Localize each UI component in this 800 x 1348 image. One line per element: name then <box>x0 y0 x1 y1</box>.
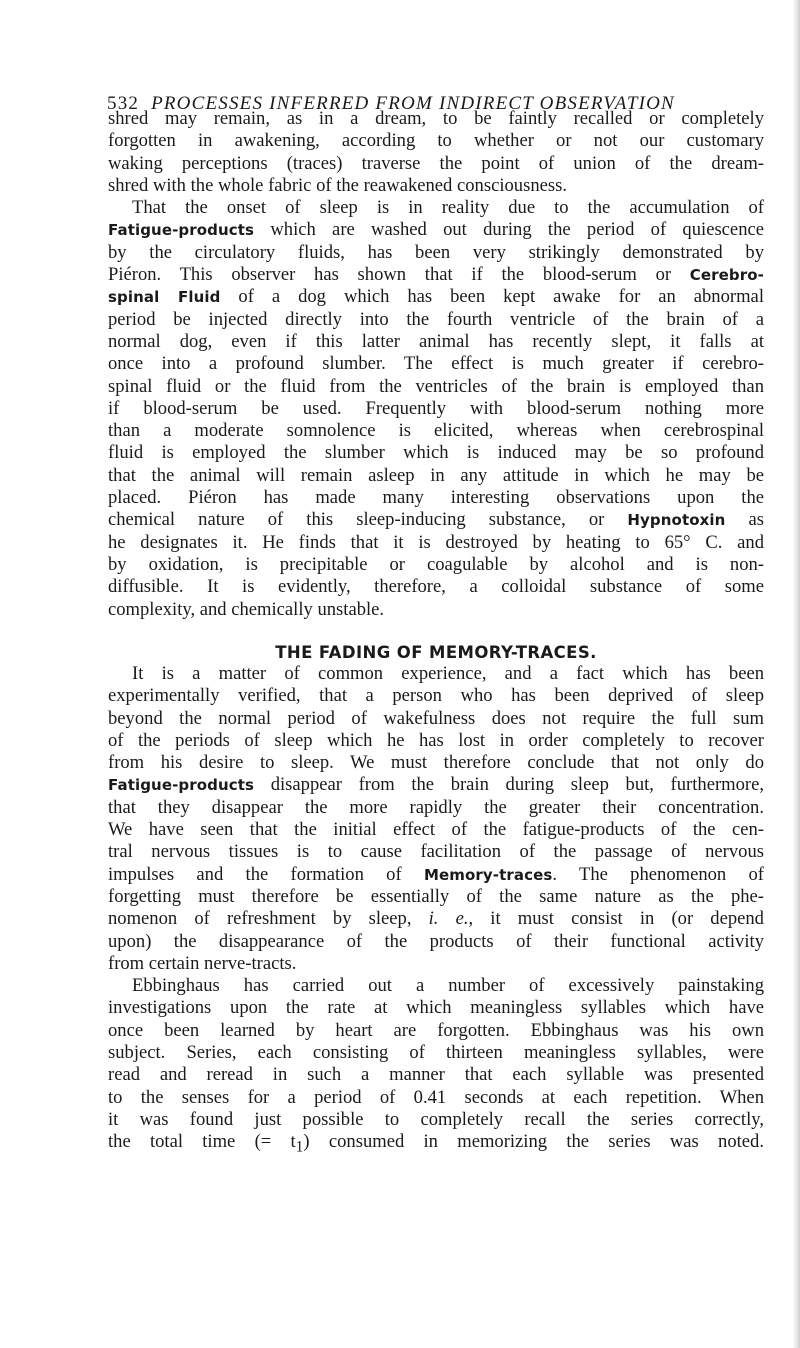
text-line: the total time (= $t_1$) consumed in memorizing the series was noted. <box>108 1131 765 1156</box>
text-line: once been learned by heart are forgotten. Ebbinghaus was his own <box>108 1019 764 1041</box>
text-line: spinal Fluid of a dog which has been kept awake for an abnormal <box>108 286 764 308</box>
text-line: he designates it. He finds that it is destroyed by heating to 65° C. and <box>108 531 764 553</box>
text-line: from certain nerve-tracts. <box>108 952 297 974</box>
text-line: chemical nature of this sleep-inducing substance, or Hypnotoxin as <box>108 509 764 531</box>
text-line: Fatigue-products disappear from the brain during sleep but, furthermore, <box>108 774 764 796</box>
page-edge-shadow <box>793 0 800 1348</box>
text-line: normal dog, even if this latter animal has recently slept, it falls at <box>108 330 764 352</box>
text-line: diffusible. It is evidently, therefore, a colloidal substance of some <box>108 576 764 598</box>
term-fatigue-products: Fatigue-products <box>108 776 255 795</box>
text-line: Piéron. This observer has shown that if the blood-serum or Cerebro- <box>108 264 764 286</box>
text-line: once into a profound slumber. The effect is much greater if cerebro- <box>108 353 764 375</box>
text-line: by the circulatory fluids, has been very strikingly demonstrated by <box>108 241 764 263</box>
text-line: it was found just possible to completely recall the series correctly, <box>108 1108 764 1130</box>
text-line: forgotten in awakening, according to whether or not our customary <box>108 130 764 152</box>
text-line: placed. Piéron has made many interesting observations upon the <box>108 487 764 509</box>
text-line: shred may remain, as in a dream, to be faintly recalled or completely <box>108 108 764 129</box>
text-line: spinal fluid or the fluid from the ventricles of the brain is employed than <box>108 375 764 397</box>
term-fatigue-products: Fatigue-products <box>108 221 255 240</box>
running-title: PROCESSES INFERRED FROM INDIRECT OBSERVATION <box>151 93 675 114</box>
text-line: Ebbinghaus has carried out a number of excessively painstaking <box>132 975 764 997</box>
text-line: waking perceptions (traces) traverse the point of union of the dream- <box>108 152 764 174</box>
text-line: by oxidation, is precipitable or coagulable by alcohol and is non- <box>108 553 764 575</box>
term-cerebro-spinal-fluid: spinal Fluid <box>108 288 221 307</box>
paragraph-block-memory-traces <box>108 663 764 1154</box>
italic-abbreviation: i. e. <box>428 908 469 930</box>
section-heading: THE FADING OF MEMORY-TRACES. <box>275 643 597 662</box>
text-line: from his desire to sleep. We must therefore conclude that not only do <box>108 752 764 774</box>
text-line: fluid is employed the slumber which is induced may be so profound <box>108 442 764 464</box>
text-line: period be injected directly into the fourth ventricle of the brain of a <box>108 308 764 330</box>
subscript: 1 <box>295 1138 304 1156</box>
text-line: shred with the whole fabric of the reawakened consciousness. <box>108 174 568 196</box>
text-line: impulses and the formation of Memory-traces. The phenomenon of <box>108 863 765 885</box>
text-line: to the senses for a period of 0.41 seconds at each repetition. When <box>108 1086 764 1108</box>
text-line: It is a matter of common experience, and a fact which has been <box>132 663 764 684</box>
term-memory-traces: Memory-traces <box>423 865 553 884</box>
text-line: that they disappear the more rapidly the greater their concentration. <box>108 796 764 818</box>
text-line: experimentally verified, that a person who has been deprived of sleep <box>108 685 764 707</box>
text-line: than a moderate somnolence is elicited, whereas when cerebrospinal <box>108 420 764 442</box>
text-line: nomenon of refreshment by sleep, i. e., it must consist in (or depend <box>108 908 764 930</box>
text-line: of the periods of sleep which he has lost in order completely to recover <box>108 729 764 751</box>
text-line: That the onset of sleep is in reality due to the accumulation of <box>132 197 764 219</box>
term-hypnotoxin: Hypnotoxin <box>627 511 726 530</box>
text-line: read and reread in such a manner that each syllable was presented <box>108 1064 764 1086</box>
text-line: subject. Series, each consisting of thirteen meaningless syllables, were <box>108 1042 764 1064</box>
text-line: that the animal will remain asleep in any attitude in which he may be <box>108 464 764 486</box>
paragraph-block-sleep <box>108 108 764 621</box>
text-line: Fatigue-products which are washed out during the period of quiescence <box>108 219 764 241</box>
text-line: We have seen that the initial effect of the fatigue-products of the cen- <box>108 819 764 841</box>
text-line: complexity, and chemically unstable. <box>108 598 385 620</box>
text-line: if blood-serum be used. Frequently with blood-serum nothing more <box>108 397 764 419</box>
text-line: investigations upon the rate at which meaningless syllables which have <box>108 997 764 1019</box>
text-line: forgetting must therefore be essentially of the same nature as the phe- <box>108 885 764 907</box>
text-line: upon) the disappearance of the products of their functional activity <box>108 930 764 952</box>
text-line: tral nervous tissues is to cause facilitation of the passage of nervous <box>108 841 764 863</box>
page-number: 532 <box>107 93 140 114</box>
term-cerebro-spinal-fluid: Cerebro- <box>689 266 764 285</box>
text-line: beyond the normal period of wakefulness does not require the full sum <box>108 707 764 729</box>
